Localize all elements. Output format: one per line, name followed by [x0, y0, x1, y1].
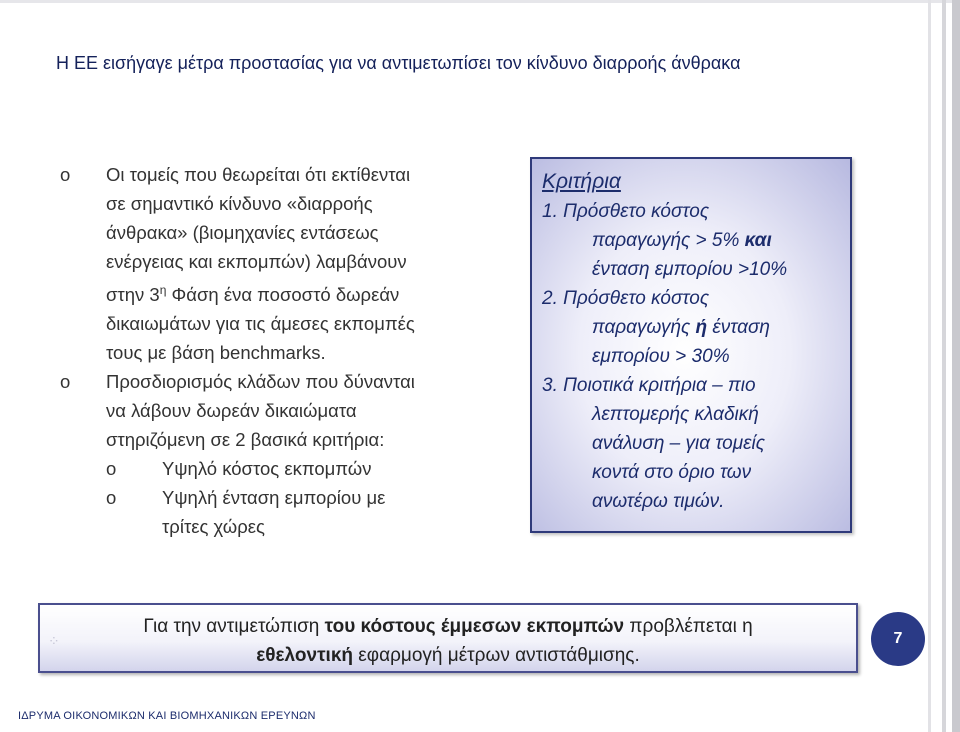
sub-bullet-item: [106, 483, 480, 541]
page-number-badge: 7: [871, 612, 925, 666]
criteria-box: [530, 157, 852, 533]
summary-bold: εθελοντική: [256, 645, 354, 666]
summary-line: [40, 612, 856, 641]
bullet-line: άνθρακα» (βιομηχανίες εντάσεως: [106, 222, 379, 243]
bullet-line: τρίτες χώρες: [162, 516, 265, 538]
criterion-line: εμπορίου > 30%: [592, 346, 730, 367]
bullet-text: στην 3: [106, 284, 160, 306]
summary-text: εφαρμογή μέτρων αντιστάθμισης.: [353, 645, 640, 666]
sub-bullet-item: [106, 454, 480, 483]
criterion-bold: και: [744, 230, 772, 251]
criterion-line: λεπτομερής κλαδική: [592, 404, 759, 425]
criterion-line: 2. Πρόσθετο κόστος: [542, 288, 710, 309]
criterion-line: κοντά στο όριο των: [592, 462, 752, 483]
bullet-line: στηριζόμενη σε 2 βασικά κριτήρια:: [106, 429, 385, 451]
criterion-line: ένταση εμπορίου >10%: [592, 259, 788, 280]
slide-title: Η ΕΕ εισήγαγε μέτρα προστασίας για να αντιμετωπίσει τον κίνδυνο διαρροής άνθρακα: [56, 53, 741, 73]
bullet-line: Υψηλή ένταση εμπορίου με: [162, 487, 386, 509]
bullet-line: να λάβουν δωρεάν δικαιώματα: [106, 400, 357, 422]
bullet-item: [60, 367, 480, 454]
top-border: [0, 0, 960, 3]
bullet-line: Προσδιορισμός κλάδων που δύνανται: [106, 371, 415, 393]
bullet-line: Οι τομείς που θεωρείται ότι εκτίθενται: [106, 164, 411, 185]
criterion-line: 3. Ποιοτικά κριτήρια – πιο: [542, 375, 756, 396]
bullet-line: ενέργειας και εκπομπών) λαμβάνουν: [106, 251, 407, 272]
bullet-marker: o: [60, 164, 71, 185]
bullet-line: δικαιωμάτων για τις άμεσες εκπομπές: [106, 313, 415, 335]
right-stripe: [952, 0, 960, 732]
right-stripe: [942, 0, 946, 732]
superscript: η: [159, 283, 167, 297]
bullet-line: τους με βάση benchmarks.: [106, 342, 326, 364]
criterion-line: [542, 313, 850, 342]
criterion-line: ανάλυση – για τομείς: [592, 433, 765, 454]
decoration-icon: ⁘: [48, 633, 60, 649]
summary-bold: του κόστους έμμεσων εκπομπών: [324, 616, 625, 637]
criterion-text: ένταση: [707, 317, 770, 338]
criteria-heading: Κριτήρια: [542, 170, 621, 193]
bullet-marker: o: [106, 487, 117, 509]
criterion-line: [542, 226, 850, 255]
bullet-list: [60, 160, 480, 541]
summary-text: Για την αντιμετώπιση: [143, 616, 325, 637]
bullet-marker: o: [60, 371, 71, 393]
footer-text: ΙΔΡΥΜΑ ΟΙΚΟΝΟΜΙΚΩΝ ΚΑΙ ΒΙΟΜΗΧΑΝΙΚΩΝ ΕΡΕΥΝΩΝ: [18, 710, 316, 722]
criterion-bold: ή: [695, 317, 708, 338]
summary-box: [38, 603, 858, 673]
criterion-line: ανωτέρω τιμών.: [592, 491, 725, 512]
criterion-text: παραγωγής > 5%: [592, 230, 745, 251]
bullet-line: [106, 276, 480, 309]
criterion-text: παραγωγής: [592, 317, 696, 338]
bullet-line: σε σημαντικό κίνδυνο «διαρροής: [106, 193, 373, 214]
bullet-marker: o: [106, 458, 117, 480]
bullet-line: Υψηλό κόστος εκπομπών: [162, 458, 372, 480]
bullet-item: [60, 160, 480, 367]
summary-line: [40, 641, 856, 670]
criterion-line: 1. Πρόσθετο κόστος: [542, 201, 710, 222]
summary-text: προβλέπεται η: [624, 616, 753, 637]
right-stripe: [928, 0, 931, 732]
bullet-text: Φάση ένα ποσοστό δωρεάν: [166, 284, 400, 306]
